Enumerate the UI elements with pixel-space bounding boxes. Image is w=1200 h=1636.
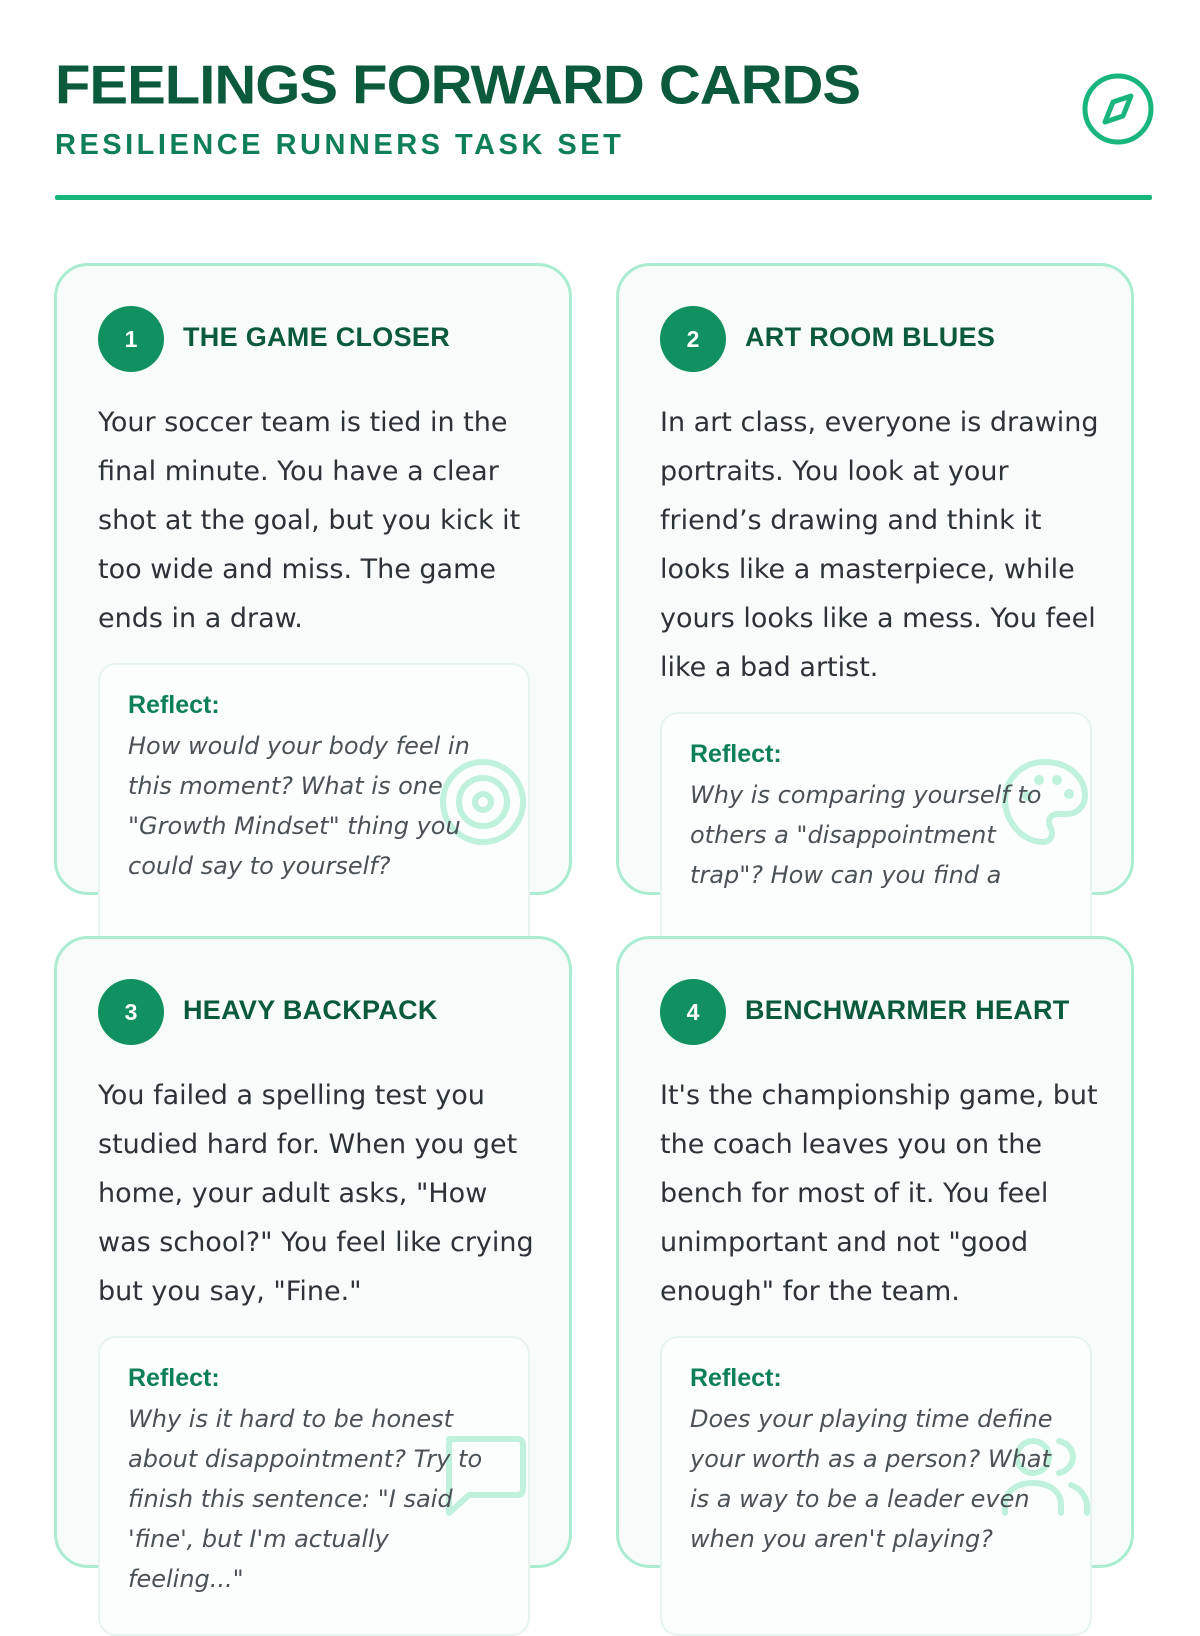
compass-icon <box>1081 72 1155 146</box>
reflect-text: Does your playing time define your worth as a person? What is a way to be a leader even when you aren't playing? <box>690 1405 1053 1553</box>
reflect-box <box>660 1336 1092 1636</box>
card-number: 3 <box>98 979 164 1045</box>
reflect-label: Reflect: <box>128 1364 220 1392</box>
card-title: HEAVY BACKPACK <box>183 995 438 1025</box>
card-title: ART ROOM BLUES <box>745 322 996 352</box>
reflect-box <box>98 663 530 963</box>
scenario-card-2 <box>616 263 1134 895</box>
card-title: BENCHWARMER HEART <box>745 995 1070 1025</box>
page-subtitle: RESILIENCE RUNNERS TASK SET <box>55 129 625 161</box>
card-title: THE GAME CLOSER <box>183 322 451 352</box>
reflect-text: Why is it hard to be honest about disappointment? Try to finish this sentence: "I said 'fine', but I'm actually feeling..." <box>128 1405 483 1593</box>
scenario-card-4 <box>616 936 1134 1568</box>
page-header <box>55 55 1152 162</box>
card-body: Your soccer team is tied in the final minute. You have a clear shot at the goal, but you kick it too wide and miss. The game ends in a draw. <box>98 407 521 634</box>
card-number: 2 <box>660 306 726 372</box>
reflect-text: Why is comparing yourself to others a "disappointment trap"? How can you find a <box>690 781 1042 889</box>
card-body: You failed a spelling test you studied hard for. When you get home, your adult asks, "How was school?" You feel like crying but you say, "Fine." <box>98 1080 534 1307</box>
header-divider <box>55 195 1152 200</box>
reflect-label: Reflect: <box>128 691 220 719</box>
reflect-box <box>98 1336 530 1636</box>
scenario-card-3 <box>54 936 572 1593</box>
card-number: 4 <box>660 979 726 1045</box>
reflect-label: Reflect: <box>690 1364 782 1392</box>
scenario-card-1 <box>54 263 572 895</box>
page-title: FEELINGS FORWARD CARDS <box>55 54 861 116</box>
card-body: It's the championship game, but the coach leaves you on the bench for most of it. You feel unimportant and not "good enough" for the team. <box>660 1080 1098 1307</box>
card-body: In art class, everyone is drawing portraits. You look at your friend’s drawing and think it looks like a masterpiece, while yours looks like a mess. You feel like a bad artist. <box>660 407 1099 683</box>
card-number: 1 <box>98 306 164 372</box>
reflect-label: Reflect: <box>690 740 782 768</box>
reflect-text: How would your body feel in this moment? What is one "Growth Mindset" thing you could say to yourself? <box>128 732 470 880</box>
